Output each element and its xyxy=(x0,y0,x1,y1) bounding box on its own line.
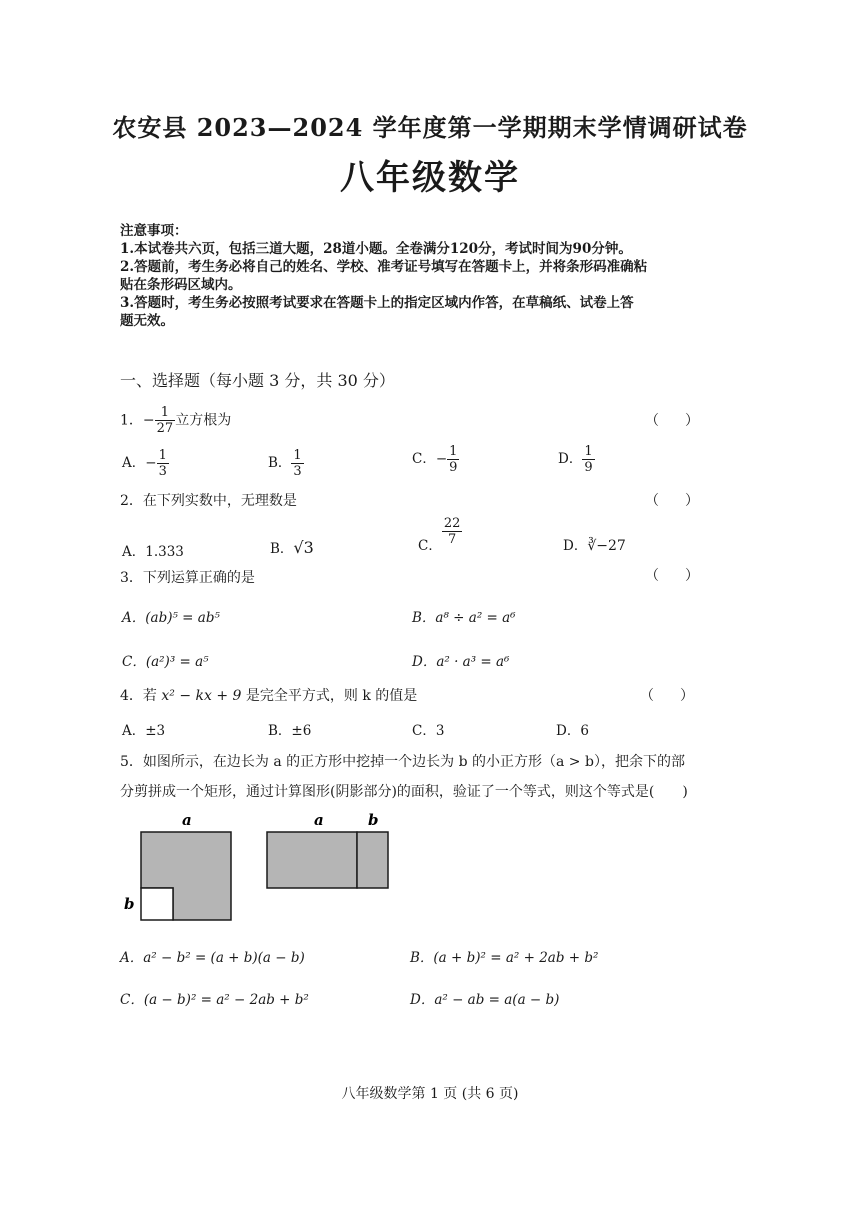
q4-text-post: 是完全平方式，则 k 的值是 xyxy=(241,688,418,704)
q1-option-c xyxy=(412,444,459,475)
sqrt-value: √3 xyxy=(293,538,314,557)
q1-option-a xyxy=(122,448,169,479)
figure-label-b: b xyxy=(124,895,135,913)
q1-text: 立方根为 xyxy=(175,412,232,429)
figure-label-a: a xyxy=(182,811,192,829)
frac-den: 3 xyxy=(293,464,302,479)
figure-label-b: b xyxy=(368,811,379,829)
question-4 xyxy=(120,685,417,705)
figure-small-square xyxy=(141,888,173,920)
figure-label-a: a xyxy=(314,811,324,829)
q2-option-b xyxy=(270,537,314,557)
option-label: D． xyxy=(563,538,588,554)
section-title: 一、选择题（每小题 3 分，共 30 分） xyxy=(120,371,395,390)
q4-option-b: B．±6 xyxy=(268,723,312,739)
question-2: 2．在下列实数中，无理数是 xyxy=(120,493,297,509)
q3-option-d: D．a² · a³ = a⁶ xyxy=(412,654,510,670)
q1-option-b xyxy=(268,448,304,479)
q4-option-c: C．3 xyxy=(412,723,445,739)
q2-option-c xyxy=(418,516,462,554)
q5-option-d: D．a² − ab = a(a − b) xyxy=(410,992,560,1008)
option-label: C． xyxy=(418,538,442,554)
question-3: 3．下列运算正确的是 xyxy=(120,570,255,586)
q3-option-a: A．(ab)⁵ = ab⁵ xyxy=(122,610,220,626)
q1-fraction xyxy=(155,405,176,436)
figure-rectangle-a xyxy=(267,832,357,888)
q1-frac-den: 27 xyxy=(156,421,174,436)
answer-paren: （ ） xyxy=(640,688,700,704)
q4-option-a: A．±3 xyxy=(122,723,166,739)
q5-figures xyxy=(120,810,400,930)
q2-option-d xyxy=(563,534,626,554)
option-sign: − xyxy=(145,455,157,471)
notes-line: 1.本试卷共六页，包括三道大题，28道小题。全卷满分120分，考试时间为90分钟。 xyxy=(120,241,632,257)
answer-paren: （ ） xyxy=(645,493,705,509)
answer-paren: （ ） xyxy=(645,413,705,429)
q5-option-c: C．(a − b)² = a² − 2ab + b² xyxy=(120,992,309,1008)
option-sign: − xyxy=(435,451,448,467)
notes-line: 3.答题时，考生务必按照考试要求在答题卡上的指定区域内作答，在草稿纸、试卷上答 xyxy=(120,295,634,311)
exam-subject: 八年级数学 xyxy=(340,158,520,198)
q3-option-b: B．a⁸ ÷ a² = a⁶ xyxy=(412,610,516,626)
option-label: B． xyxy=(268,455,292,471)
q5-option-a: A．a² − b² = (a + b)(a − b) xyxy=(120,950,305,966)
q1-number: 1． xyxy=(120,412,143,429)
q2-option-a: A．1.333 xyxy=(122,544,184,560)
cbrt-value: ∛−27 xyxy=(587,538,626,554)
page-footer: 八年级数学第 1 页 (共 6 页) xyxy=(341,1086,519,1102)
option-label: A． xyxy=(122,455,146,471)
frac-num: 22 xyxy=(443,516,461,531)
answer-paren: （ ） xyxy=(645,568,705,584)
frac-num: 1 xyxy=(158,448,167,463)
q1-option-d xyxy=(558,444,595,475)
frac-den: 3 xyxy=(158,464,167,479)
frac-num: 1 xyxy=(449,444,458,459)
notes-line: 2.答题前，考生务必将自己的姓名、学校、准考证号填写在答题卡上，并将条形码准确粘 xyxy=(120,259,648,275)
question-5-line2: 分剪拼成一个矩形，通过计算图形(阴影部分)的面积，验证了一个等式，则这个等式是( ) xyxy=(120,784,688,800)
exam-title: 农安县 2023—2024 学年度第一学期期末学情调研试卷 xyxy=(112,113,748,142)
question-5-line1: 5．如图所示，在边长为 a 的正方形中挖掉一个边长为 b 的小正方形（a > b），把余下的部 xyxy=(120,754,685,770)
option-label: B． xyxy=(270,541,294,557)
frac-den: 9 xyxy=(584,460,593,475)
q1-frac-num: 1 xyxy=(155,405,176,421)
frac-num: 1 xyxy=(293,448,302,463)
notes-line: 题无效。 xyxy=(120,313,174,329)
notes-line: 贴在条形码区域内。 xyxy=(120,277,242,293)
notes-heading: 注意事项： xyxy=(120,223,188,239)
q4-option-d: D．6 xyxy=(556,723,589,739)
option-label: D． xyxy=(558,451,583,467)
question-1 xyxy=(120,405,231,436)
frac-num: 1 xyxy=(584,444,593,459)
q1-sign: − xyxy=(142,412,155,429)
q4-text-pre: 4．若 xyxy=(120,688,162,704)
frac-den: 7 xyxy=(447,532,457,547)
q4-expression: x² − kx + 9 xyxy=(161,688,242,704)
notes-block xyxy=(120,222,647,330)
frac-den: 9 xyxy=(449,460,458,475)
q5-option-b: B．(a + b)² = a² + 2ab + b² xyxy=(410,950,599,966)
option-label: C． xyxy=(412,451,436,467)
figure-rectangle-b xyxy=(357,832,388,888)
q3-option-c: C．(a²)³ = a⁵ xyxy=(122,654,209,670)
